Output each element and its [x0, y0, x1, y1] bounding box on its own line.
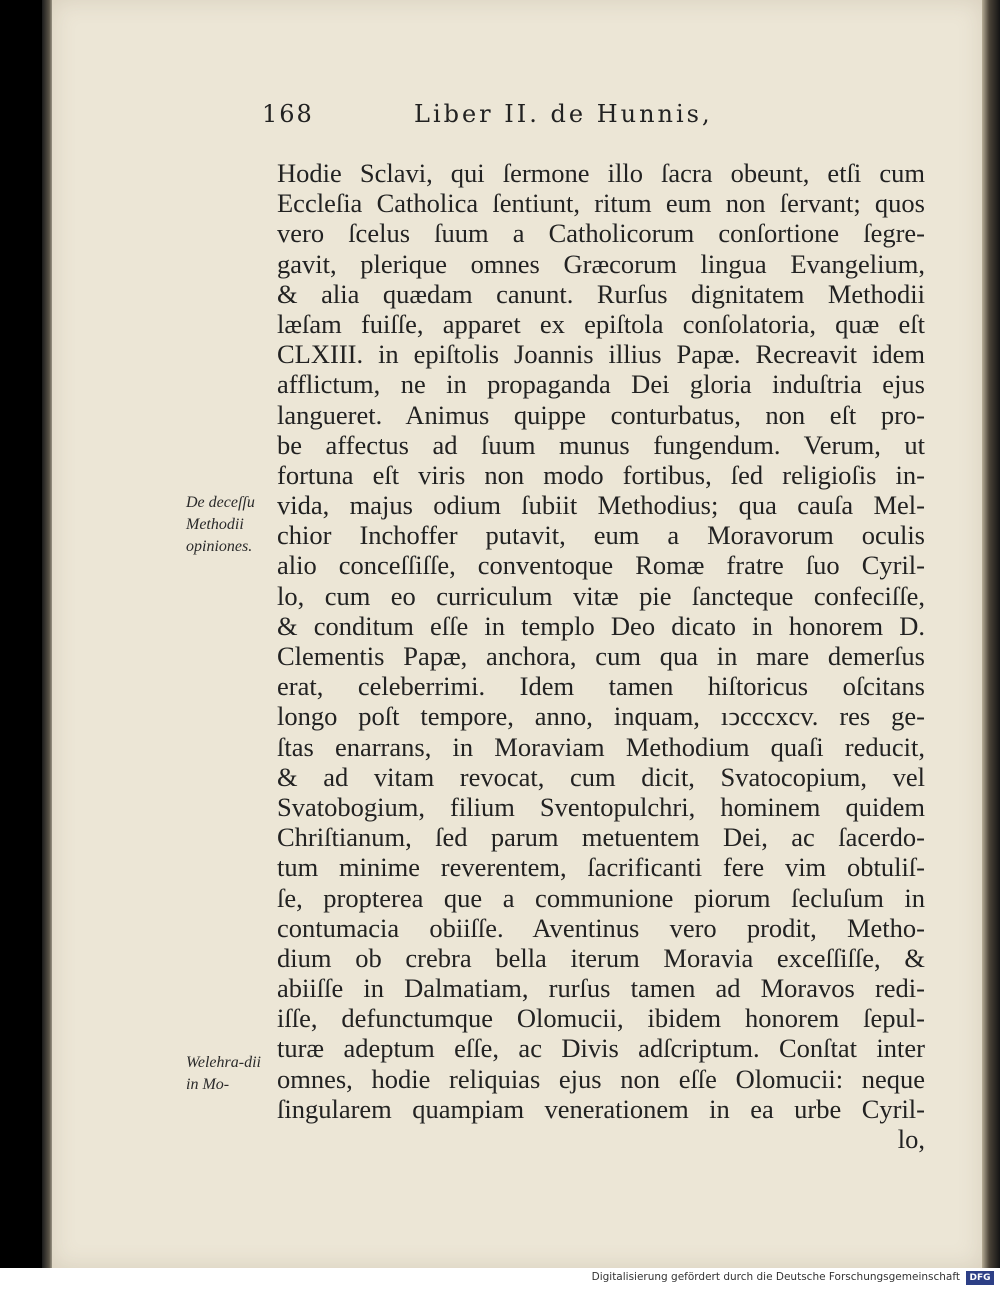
text-line: chior Inchoffer putavit, eum a Moravorum oculis — [277, 520, 925, 551]
text-line: be affectus ad ſuum munus fungendum. Verum, ut — [277, 429, 925, 460]
text-line: læſam fuiſſe, apparet ex epiſtola conſolatoria, quæ eſt — [277, 308, 925, 339]
text-line: vero ſcelus ſuum a Catholicorum conſortione ſegre- — [277, 218, 925, 249]
text-line: ſingularem quampiam venerationem in ea urbe Cyril- — [277, 1093, 925, 1124]
text-line: vida, majus odium ſubiit Methodius; qua cauſa Mel- — [277, 490, 925, 521]
text-line: & ad vitam revocat, cum dicit, Svatocopium, vel — [277, 761, 925, 792]
text-line: Hodie Sclavi, qui ſermone illo ſacra obeunt, etſi cum — [277, 158, 925, 188]
text-line: iſſe, defunctumque Olomucii, ibidem honorem ſepul- — [277, 1003, 925, 1034]
footer-bar — [0, 1268, 1000, 1289]
text-line: Svatobogium, filium Sventopulchri, hominem quidem — [277, 791, 925, 822]
text-line: omnes, hodie reliquias ejus non eſſe Olomucii: neque — [277, 1063, 925, 1094]
text-line: ſtas enarrans, in Moraviam Methodium quaſi reducit, — [277, 731, 925, 762]
text-line: abiiſſe in Dalmatiam, rurſus tamen ad Moravos redi- — [277, 973, 925, 1004]
text-line: afflictum, ne in propaganda Dei gloria induſtria ejus — [277, 369, 925, 400]
catchword: lo, — [897, 1124, 925, 1154]
dfg-logo: DFG — [966, 1271, 994, 1285]
page-number: 168 — [262, 100, 314, 128]
margin-note: Welehra-dii in Mo- — [186, 1054, 261, 1093]
running-head: Liber II. de Hunnis, — [414, 100, 713, 128]
text-line: tum minime reverentem, ſacrificanti fere vim obtuliſ- — [277, 852, 925, 883]
text-line: dium ob crebra bella iterum Moravia exceſſiſſe, & — [277, 942, 925, 973]
text-line: ſe, propterea que a communione piorum ſecluſum in — [277, 882, 925, 913]
text-line: & conditum eſſe in templo Deo dicato in honorem D. — [277, 610, 925, 641]
text-line: alio conceſſiſſe, conventoque Romæ fratre ſuo Cyril- — [277, 550, 925, 581]
book-right-edge — [982, 0, 1000, 1268]
text-line: turæ adeptum eſſe, ac Divis adſcriptum. Conſtat inter — [277, 1033, 925, 1064]
text-line: & alia quædam canunt. Rurſus dignitatem Methodii — [277, 278, 925, 309]
text-line: lo, cum eo curriculum vitæ pie ſancteque confeciſſe, — [277, 580, 925, 611]
text-line: erat, celeberrimi. Idem tamen hiſtoricus oſcitans — [277, 671, 925, 702]
text-line: Eccleſia Catholica ſentiunt, ritum eum non ſervant; quos — [277, 188, 925, 219]
text-line: gavit, plerique omnes Græcorum lingua Evangelium, — [277, 248, 925, 279]
margin-note: De deceſſu Methodii opiniones. — [186, 494, 255, 555]
text-line: longo poſt tempore, anno, inquam, ıↄcccxcv. res ge- — [277, 701, 925, 732]
text-line: Clementis Papæ, anchora, cum qua in mare demerſus — [277, 641, 925, 671]
funding-credit: Digitalisierung gefördert durch die Deutsche Forschungsgemeinschaft — [591, 1271, 960, 1283]
page-header — [262, 100, 822, 140]
body-text — [277, 158, 925, 1154]
text-line: langueret. Animus quippe conturbatus, non eſt pro- — [277, 399, 925, 430]
text-line: CLXIII. in epiſtolis Joannis illius Papæ. Recreavit idem — [277, 339, 925, 370]
text-line: contumacia obiiſſe. Aventinus vero prodit, Metho- — [277, 912, 925, 943]
text-line: Chriſtianum, ſed parum metuentem Dei, ac ſacerdo- — [277, 822, 925, 853]
text-line: fortuna eſt viris non modo fortibus, ſed religioſis in- — [277, 459, 925, 490]
